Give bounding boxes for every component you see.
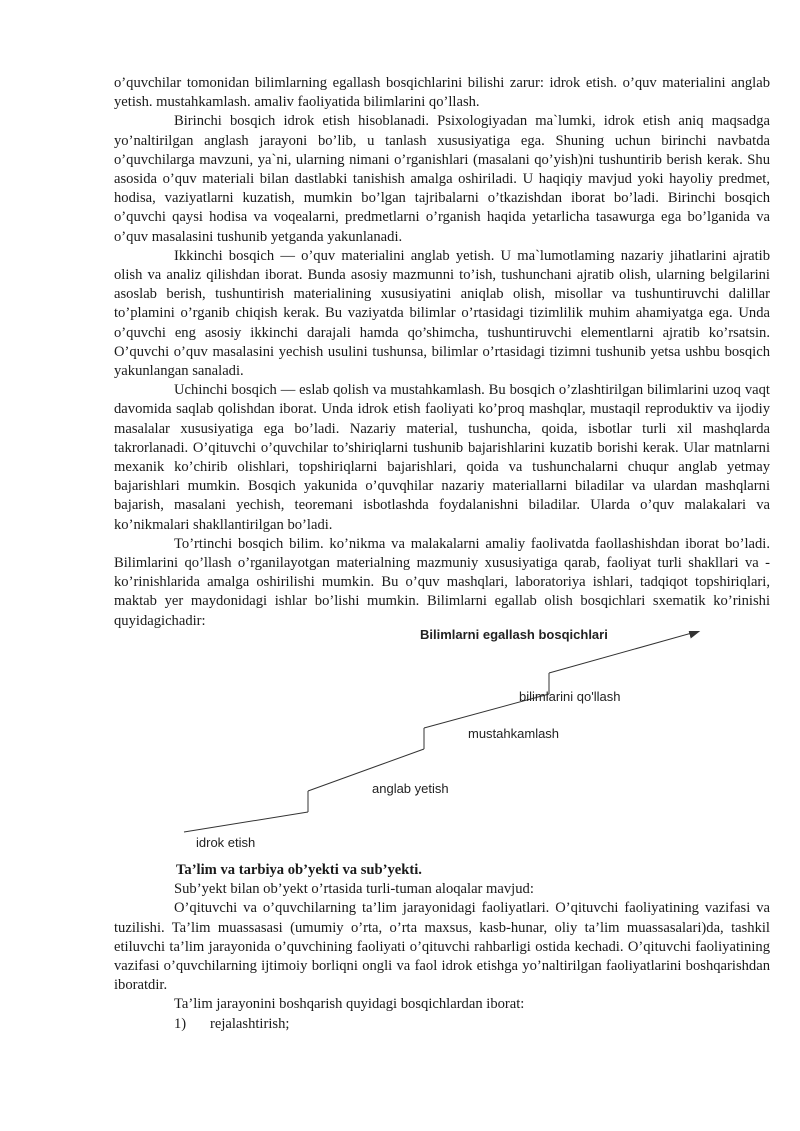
list-item-number: 1) xyxy=(174,1015,187,1032)
stages-diagram xyxy=(114,626,770,861)
diagram-title: Bilimlarni egallash bosqichlari xyxy=(420,626,608,642)
paragraph-management-stages: Ta’lim jarayonini boshqarish quyidagi bosqichlardan iborat: xyxy=(174,996,525,1013)
step-label-bilimlarini-qollash: bilimlarini qo'llash xyxy=(519,688,621,704)
list-item xyxy=(114,1015,770,1034)
step-label-mustahkamlash: mustahkamlash xyxy=(468,725,560,741)
list-item-text: rejalashtirish; xyxy=(210,1015,290,1032)
paragraph-stage-2: Ikkinchi bosqich — o’quv materialini anglab yetish. U ma`lumotlaming nazariy jihatlarini ajratib olish va analiz qilishdan iborat. Bunda asosiy mazmunni to’ish, tushunchani ajratib olish, ularning belgilarini asoslab berish, tushuntirish materialining xususiyatini aniqlab olish, misollar va tushuntiruvchi dalillar to’plamini o’rganib chiqish kerak. Bu vaziyatda bilimlar o’rtasidagi tizimlilik muhim ahamiyatga ega. Unda o’quvchi eng asosiy ikkinchi darajali hamda qo’shimcha, tushuntiruvchi elementlarni ajratib ko’rsatsin. O’quvchi o’quv masalasini yechish usulini tushunsa, bilimlar o’rtasidagi tizimni tushunib yetsa ushbu bosqich yakunlangan sanaladi. xyxy=(114,247,770,380)
paragraph-intro: o’quvchilar tomonidan bilimlarning egallash bosqichlarini bilishi zarur: idrok etish. o’quv materialini anglab yetish. mustahkamlash. amaliv faoliyatida bilimlarini qo’llash. xyxy=(114,75,770,111)
paragraph-subject-object: Sub’yekt bilan ob’yekt o’rtasida turli-tuman aloqalar mavjud: xyxy=(174,881,534,898)
step-label-anglab-yetish: anglab yetish xyxy=(372,780,449,796)
staircase-diagram-svg xyxy=(114,631,770,861)
step-line-1 xyxy=(184,812,308,832)
paragraph-stage-3: Uchinchi bosqich — eslab qolish va mustahkamlash. Bu bosqich o’zlashtirilgan bilimlarini uzoq vaqt davomida saqlab qolishdan iborat. Unda idrok etish faoliyati ko’proq mashqlar, mustaqil reproduktiv va ijodiy masalalar xususiyatiga ega bo’ladi. Nazariy material, tushuncha, qoida, isbotlar turli xil mashqlarda takrorlanadi. O’qituvchi o’quvchilar to’shiriqlarni tushunib bajarishlarini kuzatib borishi kerak. Ular matnlarni mexanik ko’chirib olishlari, topshiriqlarni bajarishlari, qoida va tushunchalarni chuqur anglab yetmay bajarishlari mumkin. Bosqich yakunida o’quvqhilar nazariy materiallarni biladilar va ulardan mashqlarni bajarish, masalani yechish, teoremani isbotlashda foydalanishni biladilar. Ularda o’quv malakalari va ko’nikmalari shakllantirilgan bo’ladi. xyxy=(114,382,770,533)
step-label-idrok-etish: idrok etish xyxy=(196,834,256,850)
document-page xyxy=(114,74,770,1034)
paragraph-teacher-activity: O’qituvchi va o’quvchilarning ta’lim jarayonidagi faoliyatlari. O’qituvchi faoliyatining vazifasi va tuzilishi. Ta’lim muassasasi (umumiy o’rta, o’rta maxsus, kasb-hunar, oliy ta’lim muassasalari)da, tashkil etiluvchi ta’lim jarayonida o’quvchining faoliyati o’qituvchi rahbarligi ostida kechadi. O’qituvchi faoliyatining vazifasi o’quvchilarning ijtimoiy borliqni ongli va faol idrok etishga yo’naltirilgan faoliyatlarini boshqarishdan iboratdir. xyxy=(114,900,770,994)
section-heading: Ta’lim va tarbiya ob’yekti va sub’yekti. xyxy=(176,861,422,878)
paragraph-stage-4: To’rtinchi bosqich bilim. ko’nikma va malakalarni amaliy faolivatda faollashishdan iborat bo’ladi. Bilimlarini qo’llash o’rganilayotgan materialning mazmuniy xususiyatiga qarab, faoliyat turli shakllari va - ko’rinishlarida amalga oshirilishi mumkin. Bu o’quv mashqlari, laboratoriya ishlari, tadqiqot topshiriqlari, maktab yer maydonidagi ishlar bo’lishi mumkin. Bilimlarni egallab olish bosqichlari sxematik ko’rinishi quyidagichadir: xyxy=(114,535,770,629)
paragraph-stage-1: Birinchi bosqich idrok etish hisoblanadi. Psixologiyadan ma`lumki, idrok etish aniq maqsadga yo’naltirilgan anglash jarayoni bo’lib, u tanlash xususiyatiga ega. Shuning uchun birinchi navbatda o’quvchilarga mavzuni, ya`ni, ularning nimani o’rganishlari (masalani qo’yish)ni tushuntirib berish kerak. Shu asosida o’quv materiali bilan dastlabki tanishish amalga oshiriladi. U haqiqiy mavjud yoki hayoliy predmet, hodisa, vaziyatlarni kuzatish, mumkin bo’lgan tajribalarni o’tkazishdan iborat bo’ladi. Birinchi bosqich o’quvchi qaysi hodisa va voqealarni, predmetlarni o’rganish haqida yetarlicha tasawurga ega bo’lganida va o’quv masalasini tushunib yetganda yakunlanadi. xyxy=(114,113,770,245)
